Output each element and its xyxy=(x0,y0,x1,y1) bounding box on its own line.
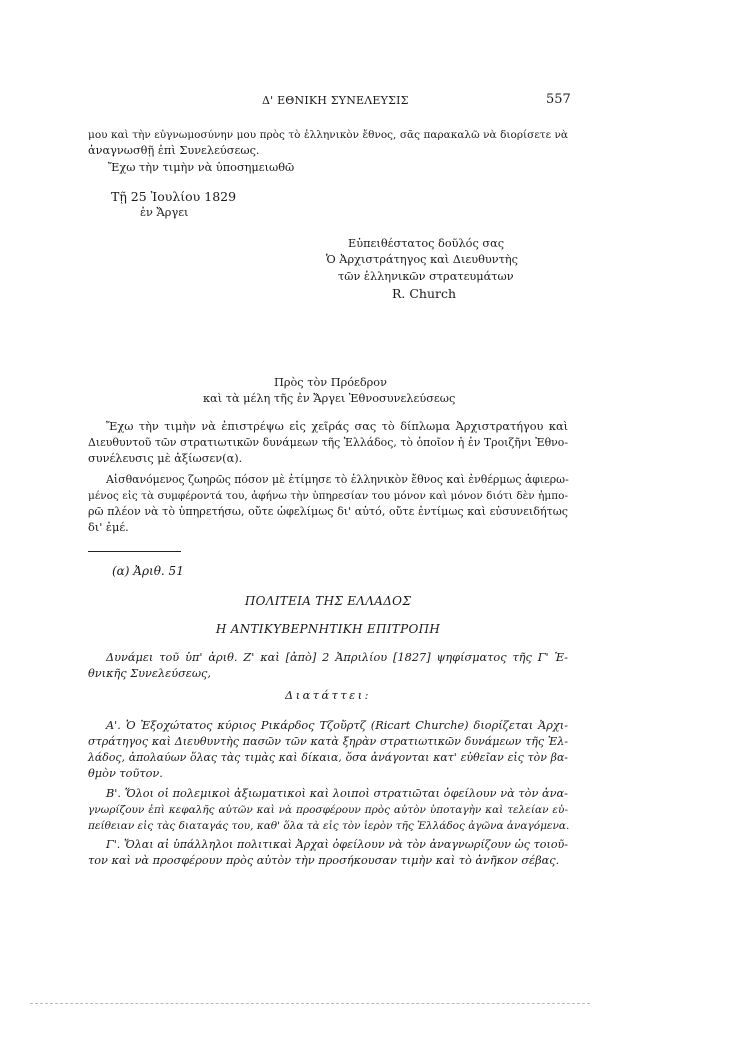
article-b-line-3: πείθειαν εἰς τὰς διαταγάς του, καθ' ὅλα τὰ εἰς τὸν ἱερὸν τῆς Ἑλλάδος ἀγῶνα ἀναγόμενα. xyxy=(88,820,570,832)
decree-preamble-line-2: θνικῆς Συνελεύσεως, xyxy=(88,667,211,680)
letter2-p2-line-2: μένος εἰς τὰ συμφέροντά του, ἀφήνω τὴν ὑπηρεσίαν του μόνον καὶ μόνον διότι δὲν ἠμπο- xyxy=(88,490,568,502)
article-b-line-1: Β'. Ὅλοι οἱ πολεμικοὶ ἀξιωματικοὶ καὶ λοιποὶ στρατιῶται ὀφείλουν νὰ τὸν ἀνα- xyxy=(106,787,568,800)
letter2-p2-line-3: ρῶ πλέον νὰ τὸ ὑπηρετήσω, οὔτε ὠφελίμως δι' αὐτό, οὔτε ἐντίμως καὶ εὐσυνειδήτως xyxy=(88,505,568,518)
article-c-line-1: Γ'. Ὅλαι αἱ ὑπάλληλοι πολιτικαὶ Ἀρχαὶ ὀφείλουν νὰ τὸν ἀναγνωρίζουν ὡς τοιοῦ- xyxy=(106,838,568,851)
article-a-line-1: Α'. Ὁ Ἐξοχώτατος κύριος Ρικάρδος Τζοὔρτζ (Ricart Churche) διορίζεται Ἀρχι- xyxy=(106,719,568,732)
article-a-line-4: θμὸν τοῦτον. xyxy=(88,767,163,780)
footnote: (α) Ἀριθ. 51 xyxy=(112,564,184,578)
footnote-rule xyxy=(88,551,181,552)
article-a-line-2: στράτηγος καὶ Διευθυντὴς πασῶν τῶν κατὰ ξηρὰν στρατιωτικῶν δυνάμεων τῆς Ἑλ- xyxy=(88,735,568,748)
running-header-title: Δ' ΕΘΝΙΚΗ ΣΥΝΕΛΕΥΣΙΣ xyxy=(262,94,409,107)
letter2-address-line-1: Πρὸς τὸν Πρόεδρον xyxy=(274,376,387,389)
decree-preamble-line-1: Δυνάμει τοῦ ὑπ' ἀριθ. Ζ' καὶ [ἀπὸ] 2 Ἀπριλίου [1827] ψηφίσματος τῆς Γ' Ἐ- xyxy=(106,651,568,664)
letter2-p1-line-1: Ἔχω τὴν τιμὴν νὰ ἐπιστρέψω εἰς χεῖράς σας τὸ δίπλωμα Ἀρχιστρατήγου καὶ xyxy=(106,420,568,433)
decree-subtitle: Η ΑΝΤΙΚΥΒΕΡΝΗΤΙΚΗ ΕΠΙΤΡΟΠΗ xyxy=(215,622,441,636)
signature-line-3: τῶν ἑλληνικῶν στρατευμάτων xyxy=(338,270,514,283)
letter1-place: ἐν Ἄργει xyxy=(140,206,189,219)
letter2-p2-line-4: δι' ἐμέ. xyxy=(88,521,129,534)
article-b-line-2: γνωρίζουν ἐπὶ κεφαλῆς αὐτῶν καὶ νὰ προσφέρουν πρὸς αὐτὸν ὑποταγὴν καὶ τελείαν εὐ- xyxy=(88,804,568,816)
scan-artifact-line xyxy=(30,1003,590,1004)
letter1-line-2: ἀναγνωσθῇ ἐπὶ Συνελεύσεως. xyxy=(88,144,260,157)
letter1-line-1: μου καὶ τὴν εὐγνωμοσύνην μου πρὸς τὸ ἑλληνικὸν ἔθνος, σᾶς παρακαλῶ νὰ διορίσετε νὰ xyxy=(88,129,568,141)
article-a-line-3: λάδος, ἀπολαύων ὅλας τὰς τιμὰς καὶ δίκαια, ὅσα ἀνάγονται κατ' εὐθεῖαν εἰς τὸν βα- xyxy=(88,751,568,764)
letter2-p2-line-1: Αἰσθανόμενος ζωηρῶς πόσον μὲ ἐτίμησε τὸ ἑλληνικὸν ἔθνος καὶ ἐνθέρμως ἀφιερω- xyxy=(106,473,569,486)
signature-line-1: Εὐπειθέστατος δοῦλός σας xyxy=(348,237,505,250)
letter2-p1-line-3: συνέλευσις μὲ ἀξίωσεν(α). xyxy=(88,452,243,465)
signature-name: R. Church xyxy=(392,286,457,301)
article-c-line-2: τον καὶ νὰ προσφέρουν πρὸς αὐτὸν τὴν προσήκουσαν τιμὴν καὶ τὸ ἀνῆκον σέβας. xyxy=(88,854,560,867)
decree-title: ΠΟΛΙΤΕΙΑ ΤΗΣ ΕΛΛΑΔΟΣ xyxy=(244,594,412,608)
decrees-heading: Διατάττει: xyxy=(285,689,371,702)
letter2-address-line-2: καὶ τὰ μέλη τῆς ἐν Ἄργει Ἐθνοσυνελεύσεως xyxy=(203,392,456,405)
letter2-p1-line-2: Διευθυντοῦ τῶν στρατιωτικῶν δυνάμεων τῆς Ἑλλάδος, τὸ ὁποῖον ἡ ἐν Τροιζῆνι Ἐθνο- xyxy=(88,436,568,449)
page-number: 557 xyxy=(546,92,571,107)
letter1-date: Τῇ 25 Ἰουλίου 1829 xyxy=(111,189,237,204)
signature-line-2: Ὁ Ἀρχιστράτηγος καὶ Διευθυντὴς xyxy=(326,253,518,266)
letter1-closing: Ἔχω τὴν τιμὴν νὰ ὑποσημειωθῶ xyxy=(108,161,295,174)
